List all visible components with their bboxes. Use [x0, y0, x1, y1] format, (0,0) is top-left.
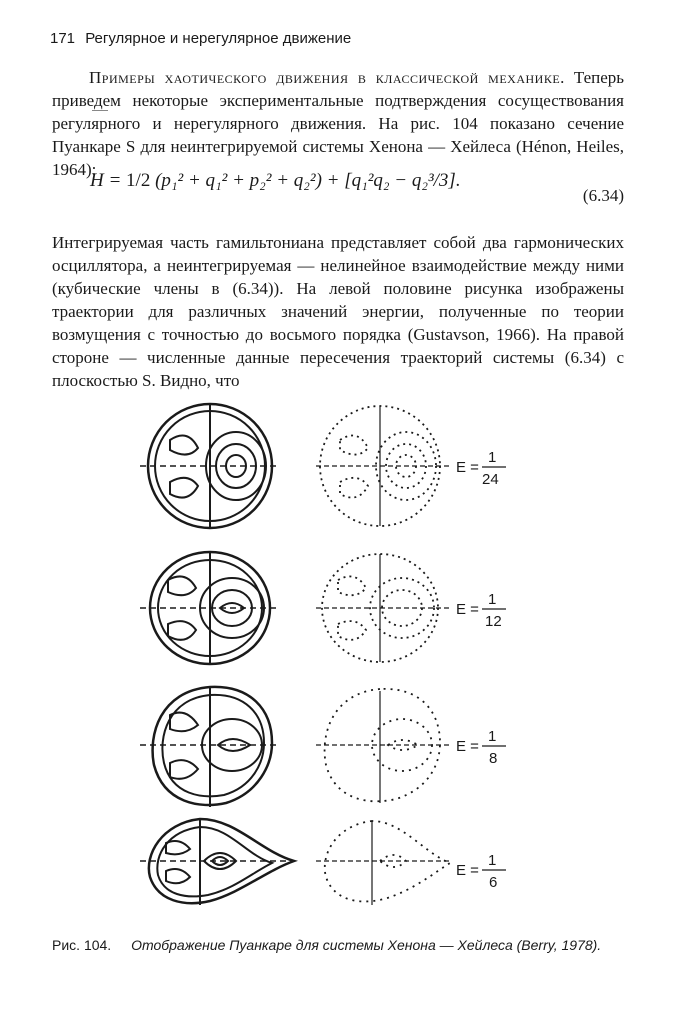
paragraph-lead: Примеры хаотического движения в классической механике. — [89, 68, 565, 87]
svg-text:8: 8 — [489, 750, 498, 767]
svg-text:E =: E = — [456, 738, 479, 755]
paragraph-1-text: Теперь приведем некоторые экспериментальные подтверждения сосуществования регулярного и нерегулярного движения. На рис. 104 показано сечение Пуанкаре S для неинтегрируемой системы Хенона — Хейлеса (Hénon, Heiles, 1964): — [52, 68, 625, 179]
poincare-section-figure — [140, 400, 540, 905]
numerical-axes-3 — [316, 691, 452, 803]
paragraph-2-text: Интегрируемая часть гамильтониана представляет собой два гармонических осциллятора, а неинтегрируемая — нелинейное взаимодействие между ними (кубические члены в (6.34)). На левой половине рисунка изображены траектории для различных значений энергии, полученные по теории возмущения с точностью до восьмого порядка (Gustavson, 1966). На правой стороне — численные данные пересечения траекторий системы (6.34) с плоскостью S. Видно, что — [52, 233, 624, 390]
svg-text:6: 6 — [489, 874, 498, 891]
energy-label-1 — [456, 449, 506, 488]
figure-row-4 — [140, 819, 506, 905]
svg-text:1: 1 — [488, 449, 497, 466]
svg-text:E =: E = — [456, 601, 479, 618]
svg-text:1: 1 — [488, 591, 497, 608]
numerical-axes-2 — [316, 554, 452, 662]
equation-number: (6.34) — [582, 186, 624, 205]
figure-caption — [52, 937, 632, 953]
figure-row-1 — [140, 404, 506, 528]
svg-text:12: 12 — [485, 613, 502, 630]
page-number: 171 — [50, 30, 76, 47]
svg-text:E =: E = — [456, 862, 479, 879]
caption-label: Рис. 104. — [52, 937, 112, 953]
running-title: Регулярное и нерегулярное движение — [85, 30, 352, 47]
paragraph-1 — [52, 66, 624, 181]
figure-104 — [140, 400, 540, 905]
energy-label-4 — [456, 852, 506, 891]
svg-text:1: 1 — [488, 852, 497, 869]
figure-row-2 — [140, 552, 506, 664]
equation-formula: H = 1/2 (p₁² + q₁² + p₂² + q₂²) + [q₁²q₂ − q₂³/3]. — [90, 170, 461, 191]
perturbation-diagram-2 — [140, 552, 280, 664]
energy-label-2 — [456, 591, 506, 630]
caption-text: Отображение Пуанкаре для системы Хенона — Хейлеса (Berry, 1978). — [131, 937, 602, 953]
equation-half: 1/2 — [126, 170, 151, 191]
svg-text:24: 24 — [482, 471, 499, 488]
paragraph-2 — [52, 231, 624, 392]
numerical-axes-4 — [316, 821, 452, 905]
svg-text:E =: E = — [456, 459, 479, 476]
equation-6-34 — [90, 170, 630, 222]
perturbation-diagram-4 — [140, 819, 294, 905]
running-header — [50, 30, 351, 47]
energy-label-3 — [456, 728, 506, 767]
perturbation-diagram-1 — [140, 404, 280, 528]
perturbation-diagram-3 — [140, 687, 280, 807]
figure-row-3 — [140, 687, 506, 807]
svg-text:1: 1 — [488, 728, 497, 745]
